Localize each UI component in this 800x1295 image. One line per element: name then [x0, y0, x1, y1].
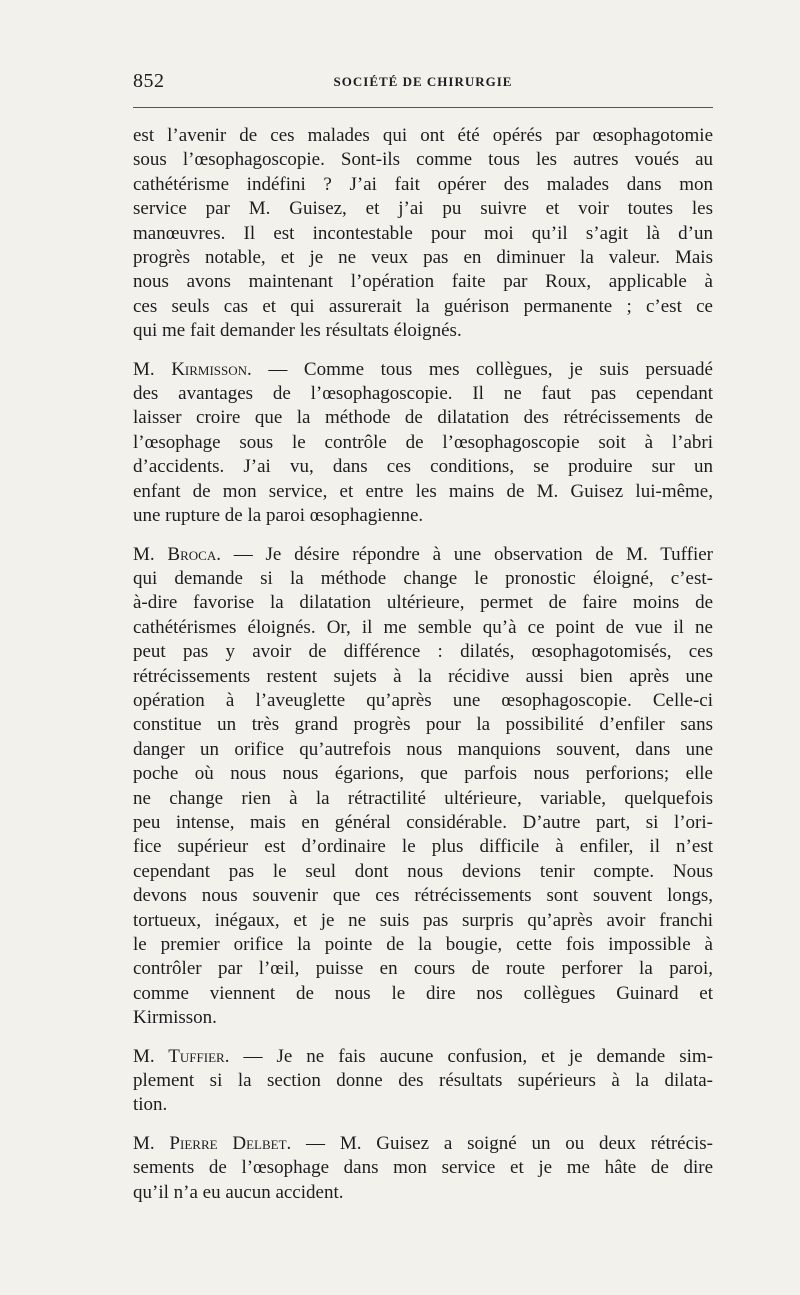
line: manœuvres. Il est incontestable pour moi qu’il s’agit là d’un [133, 222, 713, 244]
line: M. Broca. — Je désire répondre à une observation de M. Tuffier [133, 543, 713, 565]
paragraph-tuffier [133, 1045, 713, 1118]
page-number: 852 [133, 70, 165, 92]
line: M. Kirmisson. — Comme tous mes collègues, je suis persuadé [133, 358, 713, 380]
speaker-name: M. Broca. [133, 543, 221, 565]
line: le premier orifice la pointe de la bougie, cette fois impossible à [133, 934, 713, 955]
paragraph-delbet [133, 1132, 713, 1205]
line: poche où nous nous égarions, que parfois nous perforions; elle [133, 763, 713, 785]
line: tion. [133, 1094, 168, 1116]
line: Kirmisson. [133, 1007, 217, 1029]
line: contrôler par l’œil, puisse en cours de route perforer la paroi, [133, 958, 713, 980]
line: comme viennent de nous le dire nos collègues Guinard et [133, 982, 713, 1004]
running-head: SOCIÉTÉ DE CHIRURGIE [333, 74, 513, 89]
header-rule [133, 107, 713, 108]
line: laisser croire que la méthode de dilatation des rétrécissements de [133, 407, 713, 429]
line: cathétérisme indéfini ? J’ai fait opérer des malades dans mon [133, 173, 713, 195]
paragraph-kirmisson [133, 358, 713, 529]
line: opération à l’aveuglette qu’après une œsophagoscopie. Celle-ci [133, 689, 713, 711]
line: fice supérieur est d’ordinaire le plus difficile à enfiler, il n’est [133, 836, 713, 858]
paragraph-1 [133, 124, 713, 344]
line: qui me fait demander les résultats éloignés. [133, 320, 462, 342]
body-text [133, 124, 713, 1205]
speaker-name: M. Pierre Delbet. [133, 1132, 292, 1154]
line: service par M. Guisez, et j’ai pu suivre et voir toutes les [133, 198, 713, 220]
line: devons nous souvenir que ces rétrécissements sont souvent longs, [133, 885, 713, 907]
line: cathétérismes éloignés. Or, il me semble qu’à ce point de vue il ne [133, 616, 713, 638]
line: ne change rien à la rétractilité ultérieure, variable, quelquefois [133, 787, 713, 809]
line: peu intense, mais en général considérable. D’autre part, si l’ori- [133, 811, 713, 833]
line: sements de l’œsophage dans mon service et je me hâte de dire [133, 1157, 713, 1179]
line: danger un orifice qu’autrefois nous manquions souvent, dans une [133, 738, 713, 760]
line: M. Tuffier. — Je ne fais aucune confusion, et je demande sim- [133, 1045, 713, 1067]
paragraph-broca [133, 543, 713, 1031]
line: peut pas y avoir de différence : dilatés, œsophagotomisés, ces [133, 641, 713, 663]
line: des avantages de l’œsophagoscopie. Il ne faut pas cependant [133, 383, 713, 405]
line: constitue un très grand progrès pour la possibilité d’enfiler sans [133, 714, 713, 736]
line: enfant de mon service, et entre les mains de M. Guisez lui-même, [133, 480, 713, 502]
line: rétrécissements restent sujets à la récidive aussi bien après une [133, 665, 713, 687]
line: une rupture de la paroi œsophagienne. [133, 505, 424, 527]
speaker-name: M. Tuffier. [133, 1045, 230, 1067]
line: à-dire favorise la dilatation ultérieure, permet de faire moins de [133, 592, 713, 614]
speaker-name: M. Kirmisson. [133, 358, 252, 380]
line: d’accidents. J’ai vu, dans ces conditions, se produire sur un [133, 456, 713, 478]
line: nous avons maintenant l’opération faite par Roux, applicable à [133, 271, 713, 293]
line: ces seuls cas et qui assurerait la guérison permanente ; c’est ce [133, 295, 713, 317]
line: sous l’œsophagoscopie. Sont-ils comme tous les autres voués au [133, 149, 713, 171]
line: plement si la section donne des résultats supérieurs à la dilata- [133, 1070, 713, 1092]
line: l’œsophage sous le contrôle de l’œsophagoscopie soit à l’abri [133, 431, 713, 453]
line: est l’avenir de ces malades qui ont été opérés par œsophagotomie [133, 125, 713, 146]
line: qui demande si la méthode change le pronostic éloigné, c’est- [133, 567, 713, 589]
line: cependant pas le seul dont nous devions tenir compte. Nous [133, 860, 713, 882]
line: progrès notable, et je ne veux pas en diminuer la valeur. Mais [133, 247, 713, 269]
line: tortueux, inégaux, et je ne suis pas surpris qu’après avoir franchi [133, 909, 713, 931]
page-header [133, 70, 713, 100]
line: M. Pierre Delbet. — M. Guisez a soigné un ou deux rétrécis- [133, 1132, 714, 1154]
line: qu’il n’a eu aucun accident. [133, 1181, 344, 1203]
